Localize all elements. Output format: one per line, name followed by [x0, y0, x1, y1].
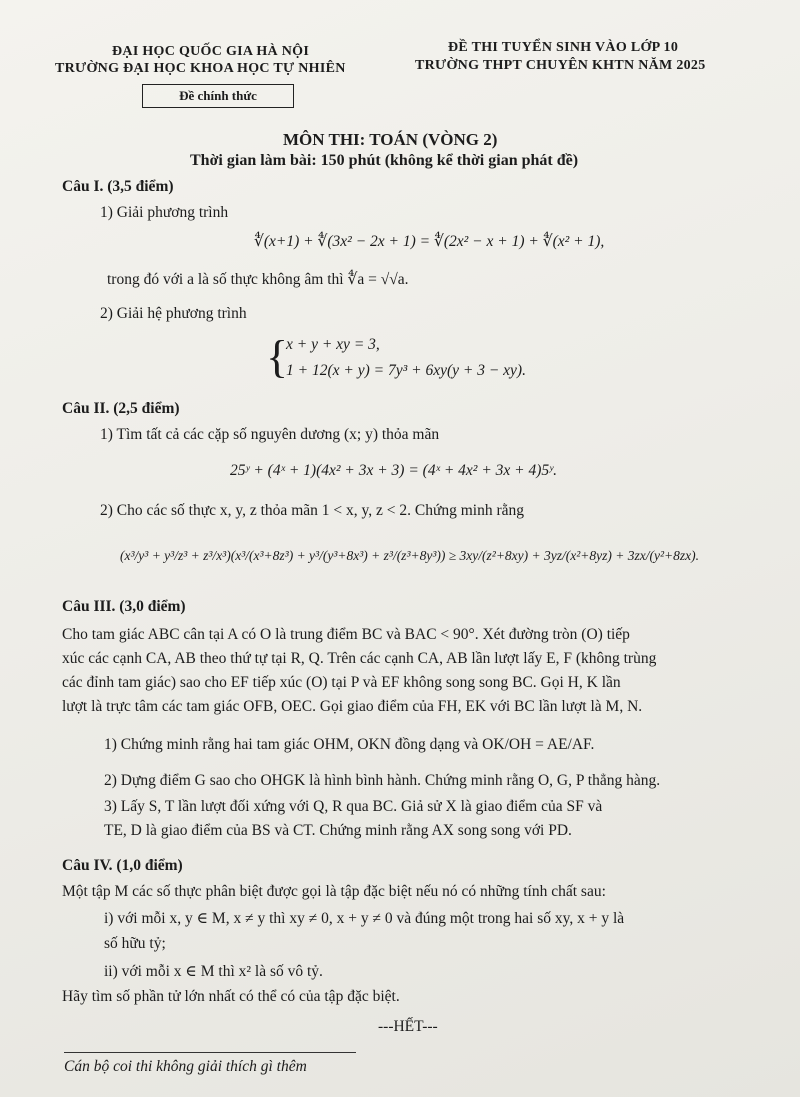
q3-title: Câu III. (3,0 điểm) [62, 598, 186, 615]
faculty-name: TRƯỜNG ĐẠI HỌC KHOA HỌC TỰ NHIÊN [55, 61, 346, 76]
q3-line4: lượt là trực tâm các tam giác OFB, OEC. Gọi giao điểm của FH, EK với BC lần lượt là M, N. [62, 698, 643, 715]
end-marker: ---HẾT--- [378, 1018, 438, 1035]
q1-equation: ∜(x+1) + ∜(3x² − 2x + 1) = ∜(2x² − x + 1) + ∜(x² + 1), [254, 233, 605, 250]
q4-title: Câu IV. (1,0 điểm) [62, 857, 183, 874]
time-limit: Thời gian làm bài: 150 phút (không kể thời gian phát đề) [190, 152, 579, 169]
q3-line2: xúc các cạnh CA, AB theo thứ tự tại R, Q. Trên các cạnh CA, AB lần lượt lấy E, F (không trùng [62, 650, 657, 667]
q3-line1: Cho tam giác ABC cân tại A có O là trung điểm BC và BAC < 90°. Xét đường tròn (O) tiếp [62, 626, 630, 643]
q4-line1: Một tập M các số thực phân biệt được gọi là tập đặc biệt nếu nó có những tính chất sau: [62, 883, 606, 900]
q2-part2: 2) Cho các số thực x, y, z thỏa mãn 1 < x, y, z < 2. Chứng minh rằng [100, 502, 525, 519]
q2-title: Câu II. (2,5 điểm) [62, 400, 180, 417]
q1-system-eq2: 1 + 12(x + y) = 7y³ + 6xy(y + 3 − xy). [286, 362, 526, 379]
exam-name: ĐỀ THI TUYỂN SINH VÀO LỚP 10 [448, 40, 679, 55]
official-label: Đề chính thức [142, 84, 294, 108]
footer-divider [64, 1052, 356, 1053]
q1-title: Câu I. (3,5 điểm) [62, 178, 174, 195]
system-brace: { [266, 331, 289, 382]
q1-part1: 1) Giải phương trình [100, 204, 229, 221]
q3-part2: 2) Dựng điểm G sao cho OHGK là hình bình hành. Chứng minh rằng O, G, P thẳng hàng. [104, 772, 661, 789]
school-year: TRƯỜNG THPT CHUYÊN KHTN NĂM 2025 [415, 58, 706, 73]
q3-part1: 1) Chứng minh rằng hai tam giác OHM, OKN đồng dạng và OK/OH = AE/AF. [104, 736, 595, 753]
q1-system-eq1: x + y + xy = 3, [286, 336, 380, 353]
q1-part2: 2) Giải hệ phương trình [100, 305, 247, 322]
q4-cond1: i) với mỗi x, y ∈ M, x ≠ y thì xy ≠ 0, x + y ≠ 0 và đúng một trong hai số xy, x + y là [104, 910, 625, 927]
subject-title: MÔN THI: TOÁN (VÒNG 2) [283, 130, 498, 149]
university-name: ĐẠI HỌC QUỐC GIA HÀ NỘI [112, 44, 310, 59]
q3-part3-line2: TE, D là giao điểm của BS và CT. Chứng minh rằng AX song song với PD. [104, 822, 572, 839]
q1-note: trong đó với a là số thực không âm thì ∜a = √√a. [107, 271, 409, 288]
q4-cond2: ii) với mỗi x ∈ M thì x² là số vô tỷ. [104, 963, 323, 980]
q2-inequality: (x³/y³ + y³/z³ + z³/x³)(x³/(x³+8z³) + y³/(y³+8x³) + z³/(z³+8y³)) ≥ 3xy/(z²+8xy) + 3yz/(x²+8yz) + 3zx/(y²+8zx). [120, 548, 700, 563]
q2-equation: 25ʸ + (4ˣ + 1)(4x² + 3x + 3) = (4ˣ + 4x² + 3x + 4)5ʸ. [230, 462, 557, 479]
q3-part3-line1: 3) Lấy S, T lần lượt đối xứng với Q, R qua BC. Giả sử X là giao điểm của SF và [104, 798, 603, 815]
q4-question: Hãy tìm số phần tử lớn nhất có thể có của tập đặc biệt. [62, 988, 400, 1005]
q3-line3: các đỉnh tam giác) sao cho EF tiếp xúc (O) tại P và EF không song song BC. Gọi H, K lần [62, 674, 621, 691]
proctor-note: Cán bộ coi thi không giải thích gì thêm [64, 1058, 307, 1075]
q2-part1: 1) Tìm tất cả các cặp số nguyên dương (x; y) thỏa mãn [100, 426, 440, 443]
q4-cond1-cont: số hữu tỷ; [104, 935, 166, 952]
